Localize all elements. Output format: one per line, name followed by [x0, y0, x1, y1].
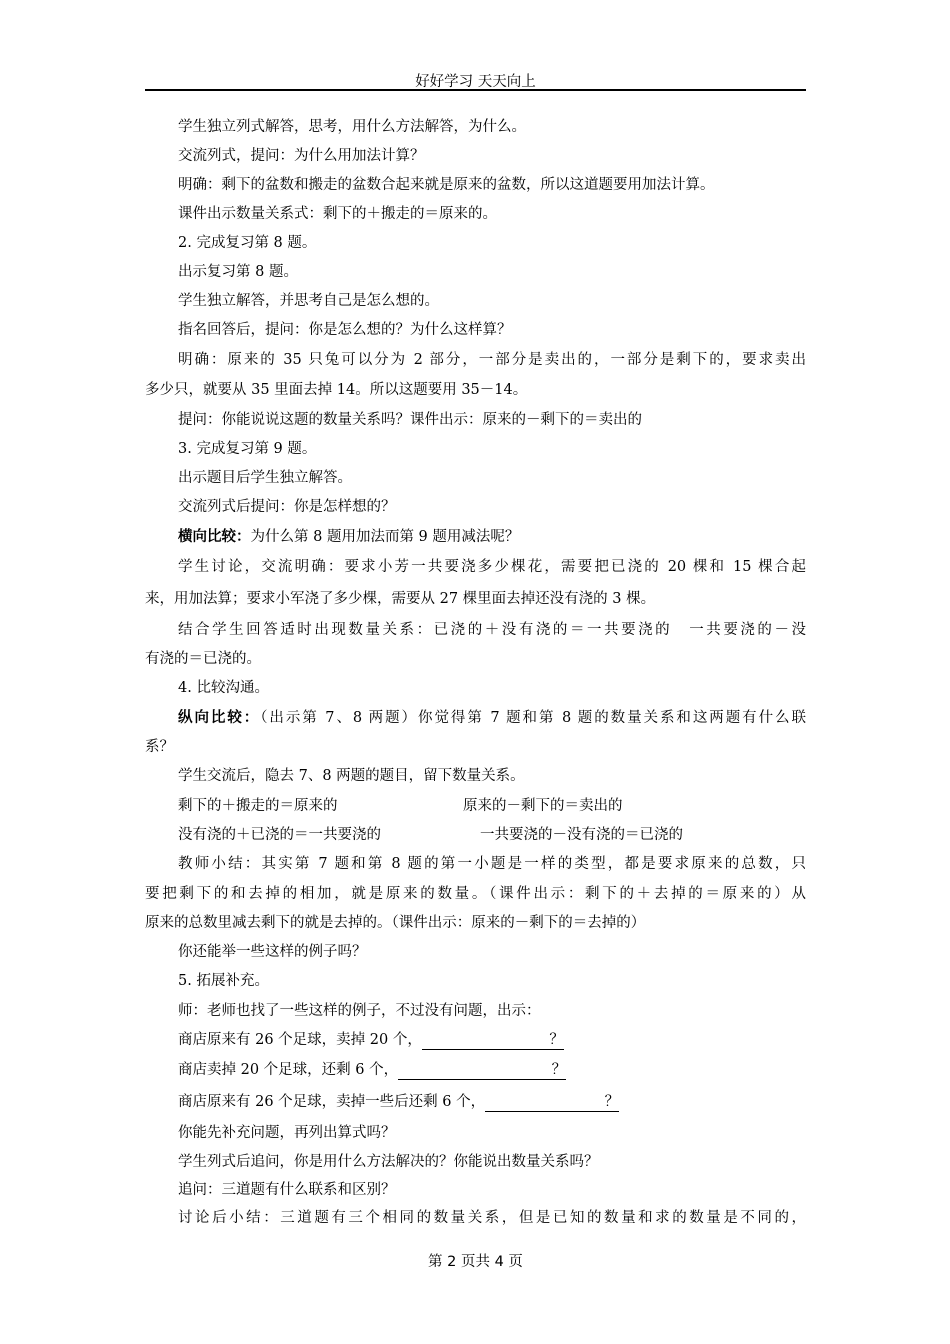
paragraph-line: 结合学生回答适时出现数量关系：已浇的＋没有浇的＝一共要浇的 一共要浇的－没 [178, 622, 806, 638]
paragraph-line: 追问：三道题有什么联系和区别？ [178, 1182, 396, 1198]
vertical-compare-label: 纵向比较： [178, 709, 261, 726]
paragraph-line: 3. 完成复习第 9 题。 [178, 441, 317, 457]
paragraph-line: 出示复习第 8 题。 [178, 264, 298, 280]
paragraph-line: 学生列式后追问，你是用什么方法解决的？你能说出数量关系吗？ [178, 1154, 599, 1170]
paragraph-line: 来，用加法算；要求小军浇了多少棵，需要从 27 棵里面去掉还没有浇的 3 棵。 [145, 591, 656, 607]
paragraph-line: 学生独立列式解答，思考，用什么方法解答，为什么。 [178, 119, 526, 135]
answer-blank[interactable]: ？ [485, 1093, 619, 1112]
page-header: 好好学习 天天向上 [415, 74, 536, 90]
page-footer: 第 2 页共 4 页 [428, 1254, 523, 1270]
relation-text: 一共要浇的－没有浇的＝已浇的 [480, 827, 683, 843]
horizontal-compare-label: 横向比较： [178, 528, 251, 545]
paragraph-line: 明确：剩下的盆数和搬走的盆数合起来就是原来的盆数，所以这道题要用加法计算。 [178, 177, 715, 193]
paragraph-line: 2. 完成复习第 8 题。 [178, 235, 317, 251]
paragraph-line: 你还能举一些这样的例子吗？ [178, 944, 367, 960]
paragraph-line: 明确：原来的 35 只兔可以分为 2 部分，一部分是卖出的，一部分是剩下的，要求卖出 [178, 352, 806, 368]
problem-text: 商店卖掉 20 个足球，还剩 6 个， [178, 1062, 399, 1078]
paragraph-line: 要把剩下的和去掉的相加，就是原来的数量。（课件出示：剩下的＋去掉的＝原来的）从 [145, 886, 806, 902]
paragraph-line: 学生独立解答，并思考自己是怎么想的。 [178, 293, 439, 309]
paragraph-line: 出示题目后学生独立解答。 [178, 470, 352, 486]
paragraph-line: 你能先补充问题，再列出算式吗？ [178, 1125, 396, 1141]
paragraph-line: 有浇的＝已浇的。 [145, 651, 261, 667]
paragraph-line: 交流列式，提问：为什么用加法计算？ [178, 148, 425, 164]
answer-blank[interactable]: ？ [422, 1031, 564, 1050]
relation-text: 剩下的＋搬走的＝原来的 [178, 798, 338, 814]
paragraph-line [145, 708, 806, 728]
paragraph-line: 原来的总数里减去剩下的就是去掉的。（课件出示：原来的－剩下的＝去掉的） [145, 915, 646, 931]
paragraph-line: 系？ [145, 739, 174, 755]
problem-text: 商店原来有 26 个足球，卖掉一些后还剩 6 个， [178, 1094, 486, 1110]
paragraph-line: 学生讨论，交流明确：要求小芳一共要浇多少棵花，需要把已浇的 20 棵和 15 棵合起 [178, 559, 806, 575]
header-rule [145, 89, 806, 91]
answer-blank[interactable]: ？ [398, 1061, 566, 1080]
horizontal-compare-text: 为什么第 8 题用加法而第 9 题用减法呢？ [250, 529, 520, 545]
problem-line [145, 1060, 806, 1080]
relation-text: 原来的－剩下的＝卖出的 [463, 798, 623, 814]
paragraph-line [145, 527, 806, 547]
vertical-compare-text: （出示第 7、8 两题）你觉得第 7 题和第 8 题的数量关系和这两题有什么联 [260, 710, 806, 726]
relation-text: 没有浇的＋已浇的＝一共要浇的 [178, 827, 381, 843]
paragraph-line: 教师小结：其实第 7 题和第 8 题的第一小题是一样的类型，都是要求原来的总数，只 [178, 856, 806, 872]
paragraph-line: 4. 比较沟通。 [178, 680, 269, 696]
paragraph-line: 师：老师也找了一些这样的例子，不过没有问题，出示： [178, 1003, 541, 1019]
relation-row [145, 796, 806, 816]
paragraph-line: 课件出示数量关系式：剩下的＋搬走的＝原来的。 [178, 206, 497, 222]
paragraph-line: 多少只，就要从 35 里面去掉 14。所以这题要用 35－14。 [145, 382, 528, 398]
problem-text: 商店原来有 26 个足球，卖掉 20 个， [178, 1032, 422, 1048]
problem-line [145, 1092, 806, 1112]
paragraph-line: 5. 拓展补充。 [178, 973, 269, 989]
problem-line [145, 1030, 806, 1050]
paragraph-line: 交流列式后提问：你是怎样想的？ [178, 499, 396, 515]
paragraph-line: 讨论后小结：三道题有三个相同的数量关系，但是已知的数量和求的数量是不同的， [178, 1210, 806, 1226]
paragraph-line: 指名回答后，提问：你是怎么想的？为什么这样算？ [178, 322, 512, 338]
paragraph-line: 提问：你能说说这题的数量关系吗？课件出示：原来的－剩下的＝卖出的 [178, 412, 642, 428]
relation-row [145, 825, 806, 845]
paragraph-line: 学生交流后，隐去 7、8 两题的题目，留下数量关系。 [178, 768, 525, 784]
